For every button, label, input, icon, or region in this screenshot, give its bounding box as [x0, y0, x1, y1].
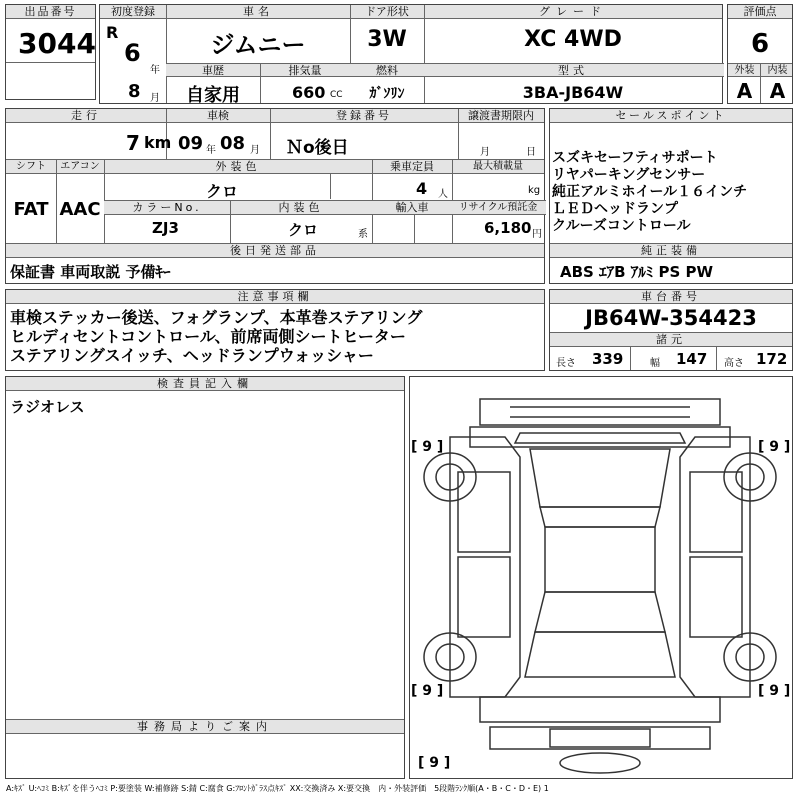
- sales-point-item: ＬＥＤヘッドランプ: [552, 201, 678, 217]
- inspection-year: 09: [178, 133, 204, 154]
- specs-label: 諸元: [550, 333, 792, 347]
- shift-label: シフト: [16, 161, 46, 172]
- aircon-label: エアコン: [60, 161, 100, 172]
- standard-equipment-value: ABS ｴｱB ｱﾙﾐ PS PW: [560, 263, 714, 281]
- sales-point-item: 純正アルミホイール１６インチ: [552, 184, 748, 200]
- notes-box: [5, 289, 545, 371]
- mileage-value: 7: [126, 131, 140, 155]
- lot-number-box: [5, 4, 96, 100]
- inspection-month: 08: [220, 133, 246, 154]
- displacement-unit: CC: [330, 90, 343, 100]
- detail-grid: [5, 108, 545, 284]
- capacity-value: 4: [416, 179, 428, 198]
- doors-label: ドア形状: [365, 5, 409, 18]
- shift-value: FAT: [13, 199, 49, 220]
- car-name-label: 車名: [243, 5, 273, 18]
- sales-point-item: クルーズコントロール: [552, 218, 691, 234]
- vehicle-info-box: [99, 4, 723, 104]
- grade-value: XC 4WD: [524, 27, 622, 52]
- registration-value: Ｎo後日: [286, 138, 349, 158]
- chassis-value: JB64W-354423: [585, 306, 757, 330]
- doors-value: 3W: [367, 27, 407, 52]
- first-reg-era: R: [106, 23, 119, 42]
- ext-score-value: A: [736, 79, 753, 103]
- later-parts-value: 保証書 車両取説 予備ｷｰ: [10, 263, 171, 281]
- registration-label: 登録番号: [336, 109, 392, 122]
- mileage-unit: km: [144, 133, 172, 152]
- exterior-color-value: クロ: [206, 182, 239, 201]
- inspection-label: 車検: [207, 109, 229, 122]
- int-score-label: 内装: [767, 65, 788, 76]
- mileage-label: 走行: [71, 109, 101, 122]
- later-parts-label: 後日発送部品: [6, 244, 544, 258]
- recycle-unit: 円: [532, 229, 542, 240]
- color-no-value: ZJ3: [152, 219, 179, 237]
- fuel-label: 燃料: [376, 64, 398, 77]
- first-reg-year: 6: [124, 39, 141, 67]
- exterior-color-label: 外装色: [215, 160, 261, 173]
- interior-color-value: クロ: [288, 221, 319, 239]
- tire-mark-front-left: [ 9 ]: [411, 439, 444, 455]
- notes-label: 注意事項欄: [6, 290, 544, 304]
- model-code-label: 型式: [558, 64, 588, 77]
- displacement-value: 660: [292, 83, 326, 102]
- history-label: 車歴: [202, 64, 224, 77]
- notes-line: ステアリングスイッチ、ヘッドランプウォッシャー: [10, 346, 374, 365]
- sales-points-label: セールスポイント: [550, 109, 792, 123]
- recycle-label: リサイクル預託金: [458, 202, 538, 213]
- interior-color-label: 内装色: [278, 201, 324, 214]
- recycle-value: 6,180: [484, 219, 532, 237]
- score-label: 評価点: [728, 5, 792, 19]
- length-value: 339: [592, 350, 624, 368]
- legend: A:ｷｽﾞ U:ﾍｺﾐ B:ｷｽﾞを伴うﾍｺﾐ P:要塗装 W:補修跡 S:錆 C:腐食 G:ﾌﾛﾝﾄｶﾞﾗｽ点ｷｽﾞ XX:交換済み X:要交換 内・外装評価 5段階ﾗﾝｸ順(A・B・C・D・E) 1: [6, 784, 549, 793]
- max-load-label: 最大積載量: [473, 161, 523, 172]
- sales-points-box: [549, 108, 793, 284]
- lot-number-value: 3044: [18, 27, 96, 60]
- fuel-value: ｶﾞｿﾘﾝ: [369, 86, 405, 102]
- tire-mark-front-right: [ 9 ]: [758, 439, 791, 455]
- transfer-month-unit: 月: [480, 147, 490, 158]
- displacement-label: 排気量: [288, 64, 322, 77]
- max-load-unit: kg: [528, 185, 541, 196]
- grade-label: グレード: [539, 5, 607, 18]
- inspection-year-unit: 年: [206, 145, 216, 156]
- notes-line: 車検ステッカー後送、フォグランプ、本革巻ステアリング: [10, 308, 423, 327]
- inspector-box: [5, 376, 405, 779]
- history-value: 自家用: [186, 85, 240, 106]
- car-outline-diagram: [410, 377, 791, 777]
- first-reg-month-unit: 月: [150, 93, 160, 104]
- car-name-value: ジムニー: [210, 31, 306, 59]
- office-label: 事務局よりご案内: [6, 720, 404, 734]
- sales-point-item: リヤパーキングセンサー: [552, 167, 706, 183]
- capacity-unit: 人: [438, 189, 448, 200]
- int-score-value: A: [769, 79, 786, 103]
- chassis-label: 車台番号: [550, 290, 792, 304]
- color-no-label: カラーNo.: [132, 201, 202, 214]
- width-value: 147: [676, 350, 708, 368]
- aircon-value: AAC: [59, 199, 101, 220]
- lot-number-label: 出品番号: [6, 5, 95, 19]
- height-value: 172: [756, 350, 788, 368]
- tire-mark-rear-right: [ 9 ]: [758, 683, 791, 699]
- interior-color-suffix: 系: [358, 229, 368, 240]
- model-code-value: 3BA-JB64W: [522, 83, 624, 102]
- score-box: [727, 4, 793, 104]
- inspector-value: ラジオレス: [10, 398, 85, 416]
- first-reg-year-unit: 年: [150, 65, 160, 76]
- import-label: 輸入車: [395, 201, 429, 214]
- ext-score-label: 外装: [734, 65, 755, 76]
- sales-point-item: スズキセーフティサポート: [552, 150, 718, 166]
- car-diagram: [409, 376, 793, 779]
- first-reg-month: 8: [128, 81, 141, 102]
- inspector-label: 検査員記入欄: [6, 377, 404, 391]
- chassis-box: [549, 289, 793, 371]
- capacity-label: 乗車定員: [390, 160, 434, 173]
- score-value: 6: [750, 29, 770, 59]
- standard-equipment-label: 純正装備: [550, 244, 792, 258]
- first-reg-label: 初度登録: [111, 5, 155, 18]
- length-label: 長さ: [556, 358, 576, 369]
- height-label: 高さ: [724, 358, 744, 369]
- notes-line: ヒルディセントコントロール、前席両側シートヒーター: [10, 327, 406, 346]
- tire-mark-rear-left: [ 9 ]: [411, 683, 444, 699]
- inspection-month-unit: 月: [250, 145, 260, 156]
- transfer-label: 譲渡書期限内: [468, 109, 534, 122]
- width-label: 幅: [650, 358, 660, 369]
- transfer-day-unit: 日: [526, 147, 536, 158]
- tire-mark-spare: [ 9 ]: [418, 755, 451, 771]
